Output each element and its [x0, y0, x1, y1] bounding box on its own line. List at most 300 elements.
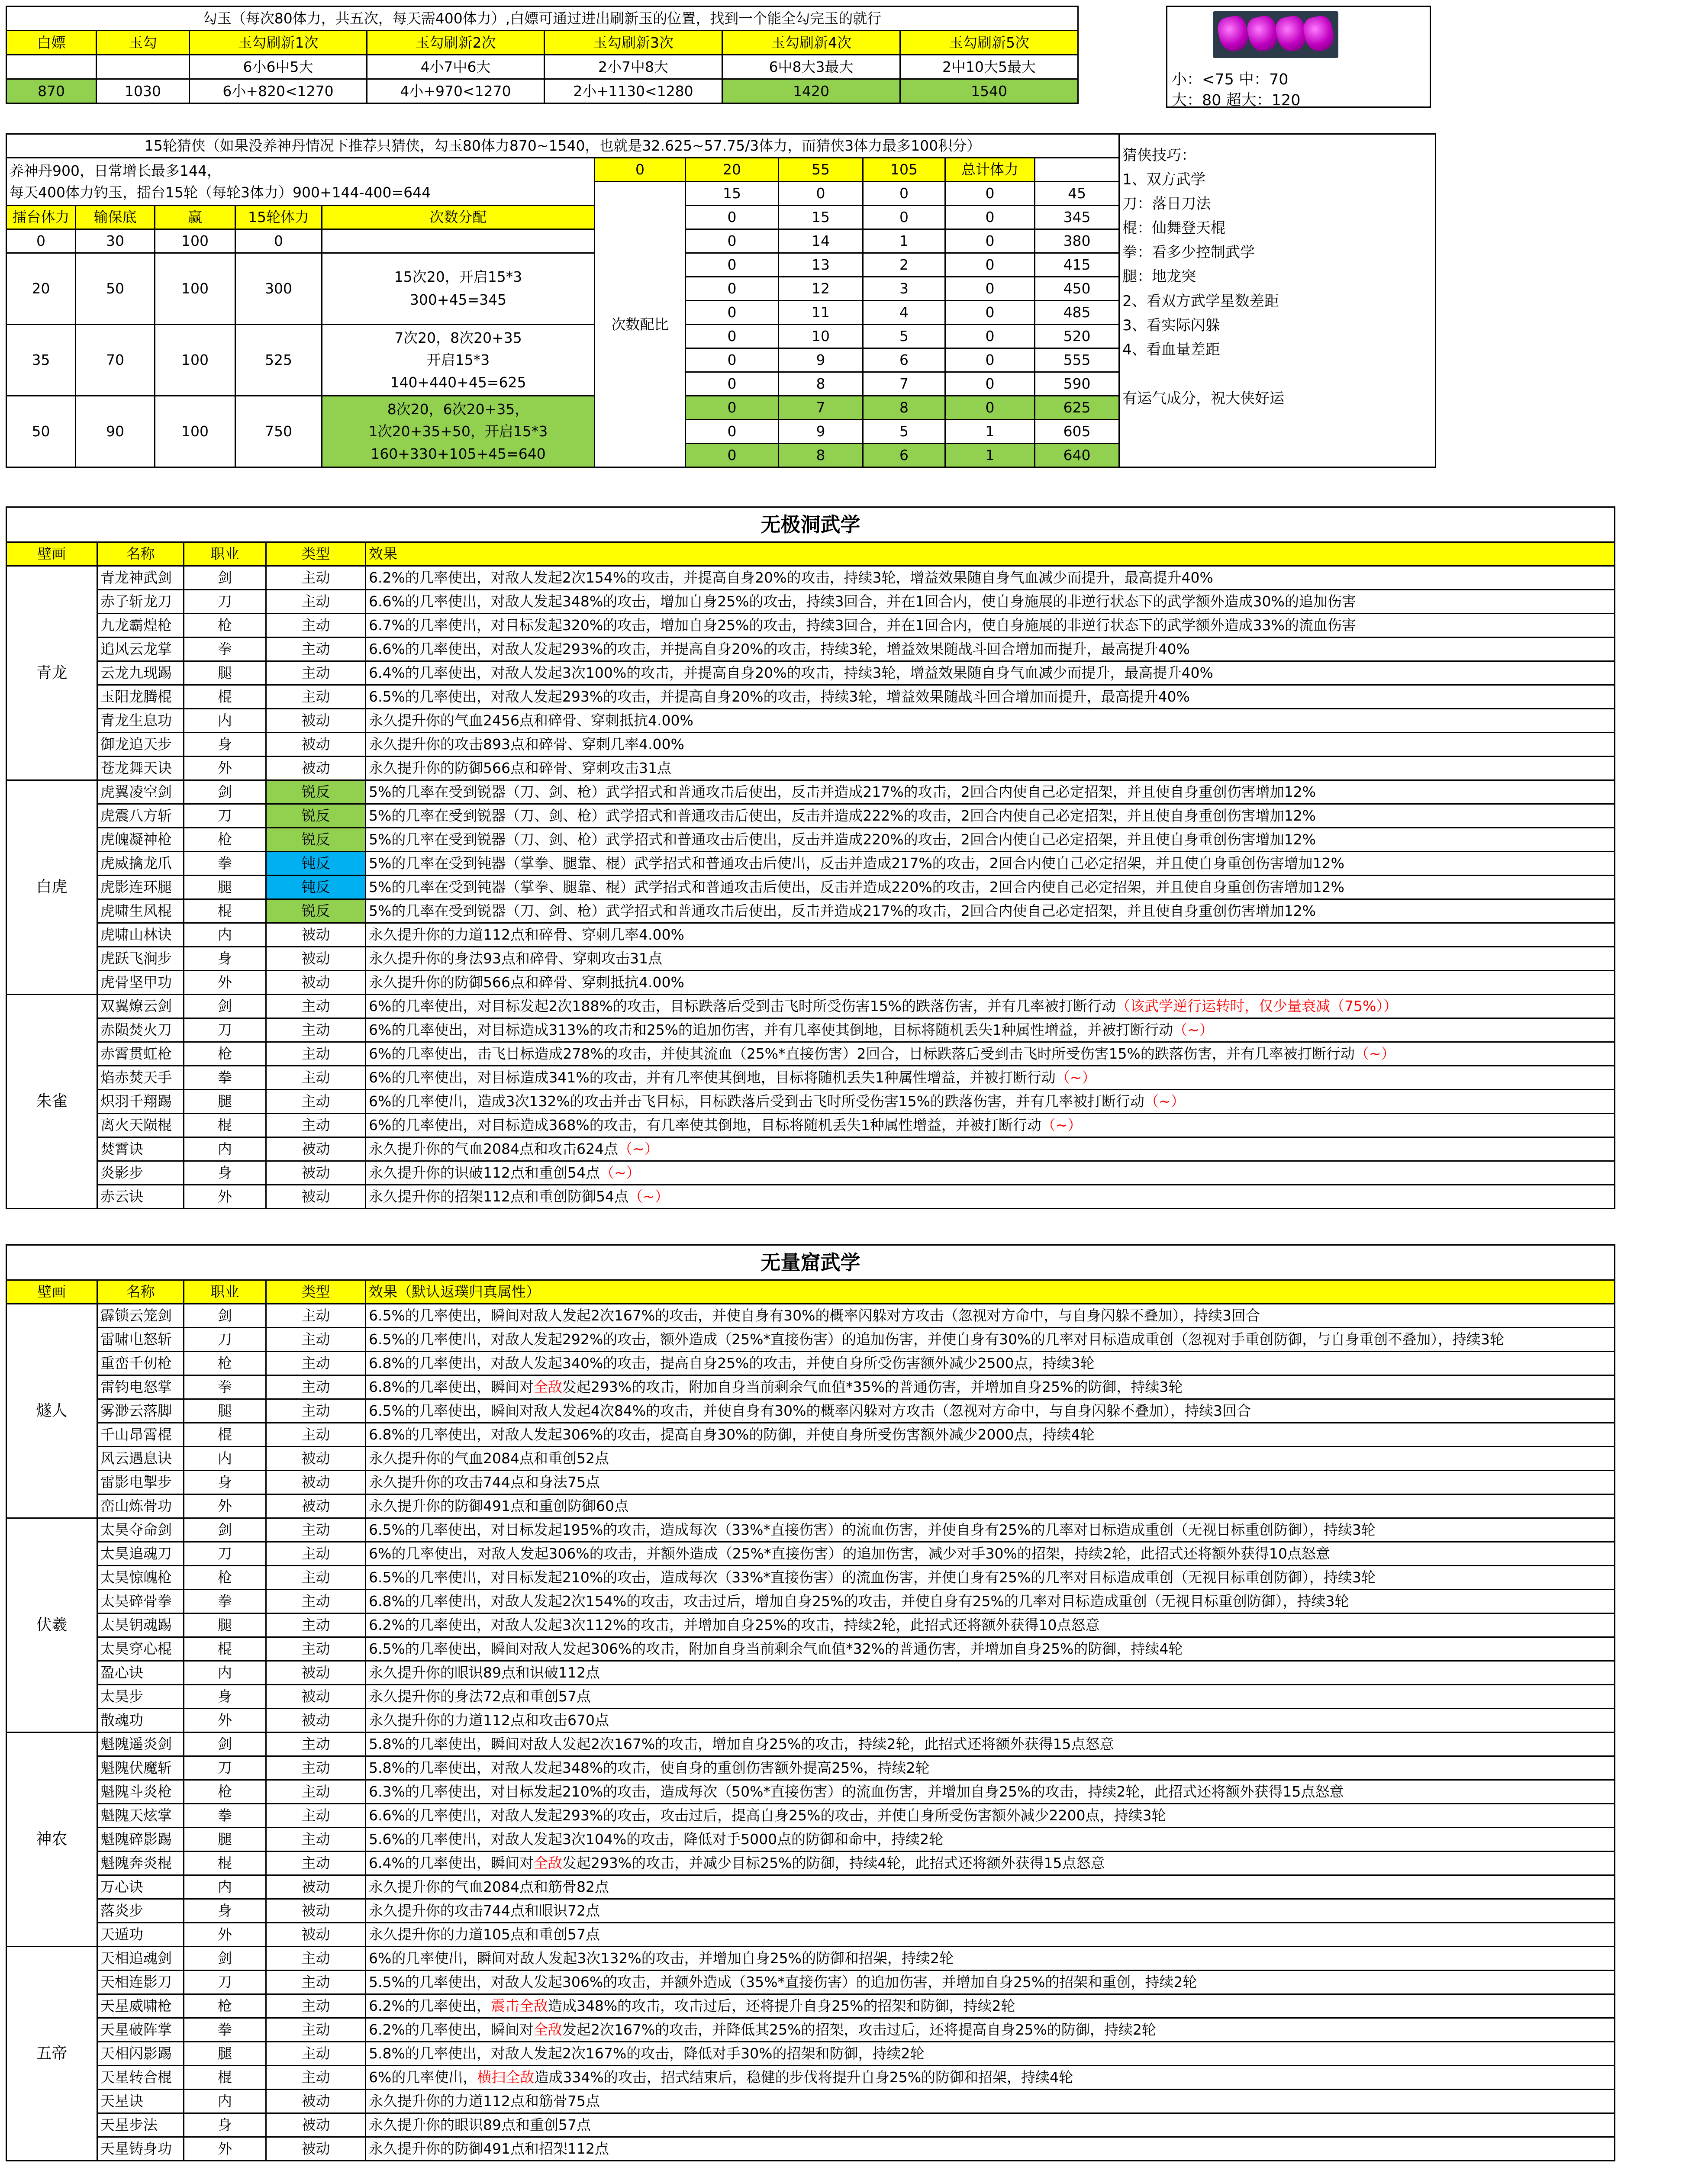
skill-name: 虎震八方斩	[97, 804, 184, 828]
skill-type: 主动	[266, 661, 366, 685]
guess-cell: 300	[235, 253, 322, 325]
skill-type: 被动	[266, 1685, 366, 1709]
guess-note-line: 每天400体力钓玉，擂台15轮（每轮3体力）900+144-400=644	[10, 184, 431, 201]
skill-class: 内	[184, 1137, 266, 1161]
skill-row	[6, 1804, 1615, 1828]
skill-class: 内	[184, 1875, 266, 1899]
guess-cell: 30	[76, 229, 155, 253]
skill-class: 剑	[184, 566, 266, 590]
skill-row	[6, 590, 1615, 614]
ratio-cell: 625	[1035, 396, 1119, 420]
skill-type: 被动	[266, 1137, 366, 1161]
effect-text: 永久提升你的眼识89点和重创57点	[369, 2116, 591, 2134]
jade-header: 玉勾刷新4次	[722, 31, 900, 55]
skill-class: 剑	[184, 1947, 266, 1971]
skill-class: 棍	[184, 1852, 266, 1875]
effect-text: 5%的几率在受到锐器（刀、剑、枪）武学招式和普通攻击后使出，反击并造成217%的攻击，2回合内使自己必定招架，并且使自身重创伤害增加12%	[369, 783, 1316, 801]
tip-line: 1、双方武学	[1122, 171, 1205, 189]
ratio-cell: 380	[1035, 229, 1119, 253]
skill-name: 风云遇息诀	[97, 1447, 184, 1471]
effect-text: 6%的几率使出，对目标造成313%的攻击和25%的追加伤害，并有几率使其倒地，目标将随机丢失1种属性增益，并被打断行动	[369, 1021, 1173, 1039]
skill-name: 天相连影刀	[97, 1971, 184, 1994]
skill-effect	[366, 1161, 1615, 1185]
skill-type: 被动	[266, 757, 366, 780]
ratio-cell: 605	[1035, 420, 1119, 444]
ratio-cell: 0	[686, 348, 779, 372]
skill-name: 虎魄凝神枪	[97, 828, 184, 852]
skill-effect	[366, 685, 1615, 709]
ratio-cell: 45	[1035, 182, 1119, 206]
skill-type: 主动	[266, 1971, 366, 1994]
skill-effect	[366, 947, 1615, 971]
effect-text: 5%的几率在受到钝器（掌拳、腿靠、棍）武学招式和普通攻击后使出，反击并造成220%的攻击，2回合内使自己必定招架，并且使自身重创伤害增加12%	[369, 879, 1345, 896]
skill-type: 主动	[266, 1756, 366, 1780]
skill-row	[6, 1185, 1615, 1209]
tip-line: 棍：仙舞登天棍	[1122, 219, 1226, 237]
skill-class: 剑	[184, 995, 266, 1018]
skill-effect	[366, 1637, 1615, 1661]
column-header: 效果（默认返璞归真属性）	[366, 1280, 1615, 1304]
skill-name: 虎翼凌空剑	[97, 780, 184, 804]
skill-class: 枪	[184, 1994, 266, 2018]
skill-class: 拳	[184, 1375, 266, 1399]
effect-text: 5.8%的几率使出，瞬间对敌人发起2次167%的攻击，增加自身25%的攻击，持续2轮，此招式还将额外获得15点怒意	[369, 1736, 1114, 1753]
skill-effect	[366, 638, 1615, 661]
skill-name: 赤陨焚火刀	[97, 1018, 184, 1042]
effect-text: 5.5%的几率使出，对敌人发起306%的攻击，并额外造成（35%*直接伤害）的追加伤害，并增加自身25%的招架和重创，持续2轮	[369, 1974, 1197, 1991]
skill-row	[6, 1137, 1615, 1161]
effect-text: 永久提升你的攻击893点和碎骨、穿刺几率4.00%	[369, 736, 684, 753]
effect-text: 6%的几率使出，对敌人发起306%的攻击，并额外造成（25%*直接伤害）的追加伤害，减少对手30%的招架，持续2轮，此招式还将额外获得10点怒意	[369, 1545, 1330, 1562]
skill-type: 被动	[266, 733, 366, 757]
skill-effect	[366, 1471, 1615, 1494]
skill-name: 炎影步	[97, 1161, 184, 1185]
skill-class: 刀	[184, 804, 266, 828]
skill-type: 主动	[266, 1423, 366, 1447]
skill-effect	[366, 995, 1615, 1018]
ratio-cell: 9	[779, 348, 863, 372]
skill-row	[6, 1494, 1615, 1518]
skill-row	[6, 2137, 1615, 2161]
skill-effect	[366, 804, 1615, 828]
ratio-cell: 15	[686, 182, 779, 206]
skill-type: 被动	[266, 947, 366, 971]
skill-effect	[366, 1328, 1615, 1352]
skill-name: 雷影电掣步	[97, 1471, 184, 1494]
skill-effect	[366, 1709, 1615, 1732]
skill-class: 内	[184, 1447, 266, 1471]
skill-type: 主动	[266, 1090, 366, 1114]
effect-text: 6%的几率使出，瞬间对敌人发起3次132%的攻击，并增加自身25%的防御和招架，持续2轮	[369, 1950, 954, 1967]
skill-class: 拳	[184, 1066, 266, 1090]
guess-cell: 750	[235, 396, 322, 467]
skill-row	[6, 1875, 1615, 1899]
effect-text: 5.8%的几率使出，对敌人发起2次167%的攻击，降低对手30%的招架和防御，持续2轮	[369, 2045, 925, 2062]
column-header: 壁画	[6, 542, 97, 566]
jade-cell: 6小+820<1270	[190, 79, 367, 103]
effect-text: 永久提升你的力道112点和碎骨、穿刺几率4.00%	[369, 926, 684, 944]
effect-text: 6%的几率使出，对目标造成341%的攻击，并有几率使其倒地，目标将随机丢失1种属性增益，并被打断行动	[369, 1069, 1056, 1086]
skill-row	[6, 1542, 1615, 1566]
skill-name: 赤子斩龙刀	[97, 590, 184, 614]
skill-row	[6, 1114, 1615, 1137]
effect-text: 6.5%的几率使出，对敌人发起292%的攻击，额外造成（25%*直接伤害）的追加伤害，并使自身有30%的几率对目标造成重创（忽视对手重创防御，与自身重创不叠加），持续3轮	[369, 1331, 1504, 1348]
ratio-cell: 0	[945, 372, 1035, 396]
skill-row	[6, 1971, 1615, 1994]
ratio-cell: 0	[945, 348, 1035, 372]
skill-row	[6, 614, 1615, 638]
skill-class: 刀	[184, 1018, 266, 1042]
skill-class: 棍	[184, 2066, 266, 2090]
skill-name: 虎骨坚甲功	[97, 971, 184, 995]
skill-effect	[366, 1185, 1615, 1209]
wall-name: 五帝	[6, 1947, 97, 2161]
ratio-cell: 7	[779, 396, 863, 420]
skill-class: 枪	[184, 1566, 266, 1590]
skill-type: 主动	[266, 685, 366, 709]
guess-cell: 100	[155, 253, 235, 325]
skill-class: 腿	[184, 1828, 266, 1852]
skill-type: 主动	[266, 1375, 366, 1399]
tip-line: 4、看血量差距	[1122, 341, 1220, 358]
skill-effect	[366, 1066, 1615, 1090]
ratio-cell: 1	[945, 444, 1035, 467]
guess-header: 次数分配	[322, 206, 595, 229]
skill-class: 刀	[184, 1542, 266, 1566]
ratio-cell: 0	[863, 206, 945, 229]
skill-type: 主动	[266, 1590, 366, 1613]
skill-name: 苍龙舞天诀	[97, 757, 184, 780]
skill-type: 主动	[266, 566, 366, 590]
effect-text: 5.8%的几率使出，对敌人发起348%的攻击，使自身的重创伤害额外提高25%，持续2轮	[369, 1759, 930, 1777]
effect-text: 6.6%的几率使出，对敌人发起348%的攻击，增加自身25%的攻击，持续3回合，并在1回合内，使自身施展的非逆行状态下的武学额外造成30%的追加伤害	[369, 593, 1356, 610]
skill-name: 天星铸身功	[97, 2137, 184, 2161]
effect-text: 永久提升你的身法72点和重创57点	[369, 1688, 591, 1705]
skill-effect	[366, 852, 1615, 876]
skill-row	[6, 1685, 1615, 1709]
ratio-header: 总计体力	[945, 158, 1035, 182]
skill-name: 魁隗伏魔斩	[97, 1756, 184, 1780]
wall-name: 神农	[6, 1732, 97, 1947]
skill-row	[6, 1375, 1615, 1399]
skill-name: 天相追魂剑	[97, 1947, 184, 1971]
effect-text: 6.8%的几率使出，对敌人发起306%的攻击，提高自身30%的防御，并使自身所受伤害额外减少2000点，持续4轮	[369, 1426, 1095, 1443]
wuliang-table	[6, 1244, 1615, 2161]
guess-cell: 35	[6, 325, 76, 396]
skill-class: 内	[184, 2090, 266, 2113]
jade-title: 勾玉（每次80体力，共五次，每天需400体力）,白嫖可通过进出刷新玉的位置，找到一个能全勾完玉的就行	[6, 6, 1078, 31]
skill-type: 钝反	[266, 852, 366, 876]
guess-cell: 0	[6, 229, 76, 253]
skill-effect	[366, 1732, 1615, 1756]
skill-type: 主动	[266, 1328, 366, 1352]
guess-cell: 90	[76, 396, 155, 467]
effect-text: 永久提升你的防御566点和碎骨、穿刺抵抗4.00%	[369, 974, 684, 991]
skill-name: 玉阳龙腾棍	[97, 685, 184, 709]
skill-effect	[366, 1899, 1615, 1923]
skill-row	[6, 1923, 1615, 1947]
skill-type: 被动	[266, 923, 366, 947]
skill-type: 被动	[266, 2137, 366, 2161]
ratio-header: 55	[779, 158, 863, 182]
skill-effect	[366, 2113, 1615, 2137]
ratio-cell: 0	[686, 372, 779, 396]
skill-effect	[366, 1685, 1615, 1709]
effect-text: 永久提升你的气血2084点和攻击624点	[369, 1140, 618, 1158]
gem-icon	[1301, 14, 1336, 54]
skill-row	[6, 828, 1615, 852]
guess-tips	[1119, 134, 1436, 467]
ratio-cell: 4	[863, 301, 945, 325]
skill-name: 散魂功	[97, 1709, 184, 1732]
ratio-cell: 0	[945, 325, 1035, 348]
skill-row	[6, 1899, 1615, 1923]
effect-text: 永久提升你的眼识89点和识破112点	[369, 1664, 600, 1681]
skill-class: 棍	[184, 1637, 266, 1661]
skill-type: 钝反	[266, 876, 366, 899]
ratio-cell: 0	[686, 325, 779, 348]
ratio-cell: 2	[863, 253, 945, 277]
skill-row	[6, 1042, 1615, 1066]
skill-effect	[366, 733, 1615, 757]
jade-cell: 2中10大5最大	[900, 55, 1078, 79]
ratio-cell: 14	[779, 229, 863, 253]
skill-effect	[366, 828, 1615, 852]
guess-cell: 100	[155, 396, 235, 467]
jade-cell	[6, 55, 97, 79]
skill-class: 身	[184, 1899, 266, 1923]
skill-type: 被动	[266, 2090, 366, 2113]
skill-row	[6, 1613, 1615, 1637]
skill-type: 主动	[266, 590, 366, 614]
skill-name: 青龙神武剑	[97, 566, 184, 590]
ratio-cell: 6	[863, 444, 945, 467]
jade-cell	[97, 55, 190, 79]
skill-type: 锐反	[266, 804, 366, 828]
skill-class: 身	[184, 1471, 266, 1494]
effect-text: 5%的几率在受到锐器（刀、剑、枪）武学招式和普通攻击后使出，反击并造成217%的攻击，2回合内使自己必定招架，并且使自身重创伤害增加12%	[369, 902, 1316, 920]
ratio-cell: 9	[779, 420, 863, 444]
column-header: 职业	[184, 1280, 266, 1304]
skill-row	[6, 1066, 1615, 1090]
section-title: 无极洞武学	[6, 507, 1615, 542]
skill-effect	[366, 1352, 1615, 1375]
skill-type: 主动	[266, 1114, 366, 1137]
skill-effect	[366, 1042, 1615, 1066]
ratio-cell: 10	[779, 325, 863, 348]
guess-cell: 20	[6, 253, 76, 325]
skill-name: 天相闪影踢	[97, 2042, 184, 2066]
jade-cell: 870	[6, 79, 97, 103]
skill-class: 刀	[184, 1756, 266, 1780]
effect-text: 6.6%的几率使出，对敌人发起293%的攻击，攻击过后，提高自身25%的攻击，并使自身所受伤害额外减少2200点，持续3轮	[369, 1807, 1166, 1824]
skill-row	[6, 971, 1615, 995]
effect-note: （该武学逆行运转时，仅少量衰减（75%））	[1116, 998, 1398, 1015]
skill-class: 身	[184, 947, 266, 971]
skill-name: 虎威擒龙爪	[97, 852, 184, 876]
skill-name: 太昊钥魂踢	[97, 1613, 184, 1637]
skill-name: 追风云龙掌	[97, 638, 184, 661]
ratio-cell: 0	[686, 444, 779, 467]
skill-class: 内	[184, 709, 266, 733]
jade-table	[6, 6, 1079, 104]
tip-line: 拳：看多少控制武学	[1122, 244, 1255, 261]
jade-cell: 4小7中6大	[367, 55, 545, 79]
skill-class: 枪	[184, 1352, 266, 1375]
skill-effect	[366, 2042, 1615, 2066]
effect-note: （~）	[628, 1188, 669, 1205]
ratio-cell: 450	[1035, 277, 1119, 301]
guess-note-line: 养神丹900，日常增长最多144，	[10, 162, 221, 179]
ratio-cell: 0	[686, 206, 779, 229]
skill-effect	[366, 1114, 1615, 1137]
skill-row	[6, 685, 1615, 709]
skill-type: 被动	[266, 1185, 366, 1209]
guess-title: 15轮猜侠（如果没养神丹情况下推荐只猜侠，勾玉80体力870~1540，也就是32.625~57.75/3体力，而猜侠3体力最多100积分）	[6, 134, 1119, 158]
guess-note	[6, 158, 595, 206]
ratio-cell: 0	[686, 253, 779, 277]
skill-class: 枪	[184, 1780, 266, 1804]
ratio-cell: 12	[779, 277, 863, 301]
skill-effect	[366, 1994, 1615, 2018]
column-header: 类型	[266, 542, 366, 566]
skill-name: 雷钧电怒掌	[97, 1375, 184, 1399]
skill-class: 身	[184, 2113, 266, 2137]
gem-size-line: 小：<75 中：70	[1172, 71, 1289, 88]
skill-name: 赤云诀	[97, 1185, 184, 1209]
effect-highlight: 横扫全敌	[477, 2069, 535, 2086]
skill-class: 拳	[184, 1804, 266, 1828]
effect-note: （~）	[1041, 1117, 1082, 1134]
skill-row	[6, 1399, 1615, 1423]
jade-cell: 2小+1130<1280	[545, 79, 722, 103]
skill-name: 御龙追天步	[97, 733, 184, 757]
effect-text: 6.6%的几率使出，对敌人发起293%的攻击，并提高自身20%的攻击，持续3轮，增益效果随战斗回合增加而提升，最高提升40%	[369, 641, 1190, 658]
effect-text: 6.5%的几率使出，瞬间对敌人发起2次167%的攻击，并使自身有30%的概率闪躲对方攻击（忽视对方命中，与自身闪躲不叠加），持续3回合	[369, 1307, 1260, 1324]
skill-row	[6, 1709, 1615, 1732]
gem-icon	[1215, 14, 1250, 54]
skill-row	[6, 566, 1615, 590]
effect-text: 6%的几率使出，击飞目标造成278%的攻击，并使其流血（25%*直接伤害）2回合，目标跌落后受到击飞时所受伤害15%的跌落伤害，并有几率被打断行动	[369, 1045, 1355, 1063]
skill-row	[6, 876, 1615, 899]
skill-class: 拳	[184, 2018, 266, 2042]
skill-name: 魁隗碎影踢	[97, 1828, 184, 1852]
effect-text: 永久提升你的力道112点和筋骨75点	[369, 2093, 600, 2110]
skill-effect	[366, 876, 1615, 899]
effect-highlight: 震击全敌	[490, 1997, 548, 2015]
guess-cell: 8次20，6次20+35， 1次20+35+50，开启15*3 160+330+105+45=640	[322, 396, 595, 467]
skill-row	[6, 661, 1615, 685]
ratio-cell: 555	[1035, 348, 1119, 372]
tip-line: 腿：地龙突	[1122, 268, 1196, 286]
skill-row	[6, 2090, 1615, 2113]
skill-class: 外	[184, 1709, 266, 1732]
jade-header: 玉勾刷新2次	[367, 31, 545, 55]
effect-text: 6%的几率使出，造成3次132%的攻击并击飞目标，目标跌落后受到击飞时所受伤害15%的跌落伤害，并有几率被打断行动	[369, 1093, 1145, 1110]
skill-effect	[366, 1780, 1615, 1804]
skill-class: 枪	[184, 614, 266, 638]
effect-text: 6.2%的几率使出，	[369, 1997, 491, 2015]
skill-name: 虎影连环腿	[97, 876, 184, 899]
skill-type: 锐反	[266, 780, 366, 804]
skill-row	[6, 2042, 1615, 2066]
skill-row	[6, 2066, 1615, 2090]
ratio-cell: 13	[779, 253, 863, 277]
gem-icon	[1273, 14, 1308, 54]
skill-name: 太昊追魂刀	[97, 1542, 184, 1566]
effect-text: 永久提升你的防御491点和招架112点	[369, 2140, 609, 2158]
effect-text: 永久提升你的防御491点和重创防御60点	[369, 1497, 628, 1515]
skill-type: 锐反	[266, 899, 366, 923]
skill-row	[6, 1947, 1615, 1971]
skill-row	[6, 1304, 1615, 1328]
skill-name: 赤霄贯虹枪	[97, 1042, 184, 1066]
guess-header: 15轮体力	[235, 206, 322, 229]
skill-class: 棍	[184, 1114, 266, 1137]
skill-row	[6, 2018, 1615, 2042]
jade-header: 玉勾刷新5次	[900, 31, 1078, 55]
skill-class: 刀	[184, 590, 266, 614]
ratio-cell: 0	[686, 396, 779, 420]
skill-row	[6, 1518, 1615, 1542]
skill-name: 天遁功	[97, 1923, 184, 1947]
skill-name: 太昊碎骨拳	[97, 1590, 184, 1613]
jade-header: 玉勾刷新1次	[190, 31, 367, 55]
ratio-cell: 7	[863, 372, 945, 396]
effect-text: 永久提升你的招架112点和重创防御54点	[369, 1188, 628, 1205]
guess-table	[6, 133, 1436, 468]
guess-cell: 70	[76, 325, 155, 396]
jade-cell: 6小6中5大	[190, 55, 367, 79]
skill-row	[6, 1661, 1615, 1685]
column-header: 名称	[97, 1280, 184, 1304]
skill-class: 剑	[184, 780, 266, 804]
skill-row	[6, 780, 1615, 804]
skill-row	[6, 1566, 1615, 1590]
skill-row	[6, 1423, 1615, 1447]
skill-name: 魁隗斗炎枪	[97, 1780, 184, 1804]
effect-text: 永久提升你的身法93点和碎骨、穿刺攻击31点	[369, 950, 662, 967]
skill-name: 虎啸山林诀	[97, 923, 184, 947]
skill-effect	[366, 1518, 1615, 1542]
skill-class: 腿	[184, 1613, 266, 1637]
ratio-label: 次数配比	[595, 182, 686, 467]
skill-type: 主动	[266, 1304, 366, 1328]
skill-name: 霹锁云笼剑	[97, 1304, 184, 1328]
effect-text: 永久提升你的气血2456点和碎骨、穿刺抵抗4.00%	[369, 712, 693, 729]
skill-name: 万心诀	[97, 1875, 184, 1899]
skill-type: 被动	[266, 1709, 366, 1732]
effect-text: 永久提升你的气血2084点和重创52点	[369, 1450, 609, 1467]
skill-type: 主动	[266, 2042, 366, 2066]
skill-effect	[366, 971, 1615, 995]
tip-line: 有运气成分，祝大侠好运	[1122, 390, 1285, 407]
ratio-cell: 1	[945, 420, 1035, 444]
gem-size-line: 大：80 超大：120	[1172, 92, 1301, 109]
skill-effect	[366, 566, 1615, 590]
wuji-table	[6, 506, 1615, 1209]
wall-name: 白虎	[6, 780, 97, 995]
effect-text: 6.8%的几率使出，对敌人发起2次154%的攻击，攻击过后，增加自身25%的攻击，并使自身有25%的几率对目标造成重创（无视目标重创防御），持续3轮	[369, 1593, 1349, 1610]
guess-cell: 7次20，8次20+35 开启15*3 140+440+45=625	[322, 325, 595, 396]
effect-text: 6.5%的几率使出，对敌人发起293%的攻击，并提高自身20%的攻击，持续3轮，增益效果随战斗回合增加而提升，最高提升40%	[369, 688, 1190, 705]
ratio-cell: 8	[863, 396, 945, 420]
jade-cell: 1420	[722, 79, 900, 103]
effect-note: （~）	[1055, 1069, 1096, 1086]
skill-row	[6, 804, 1615, 828]
skill-row	[6, 733, 1615, 757]
skill-effect	[366, 2066, 1615, 2090]
